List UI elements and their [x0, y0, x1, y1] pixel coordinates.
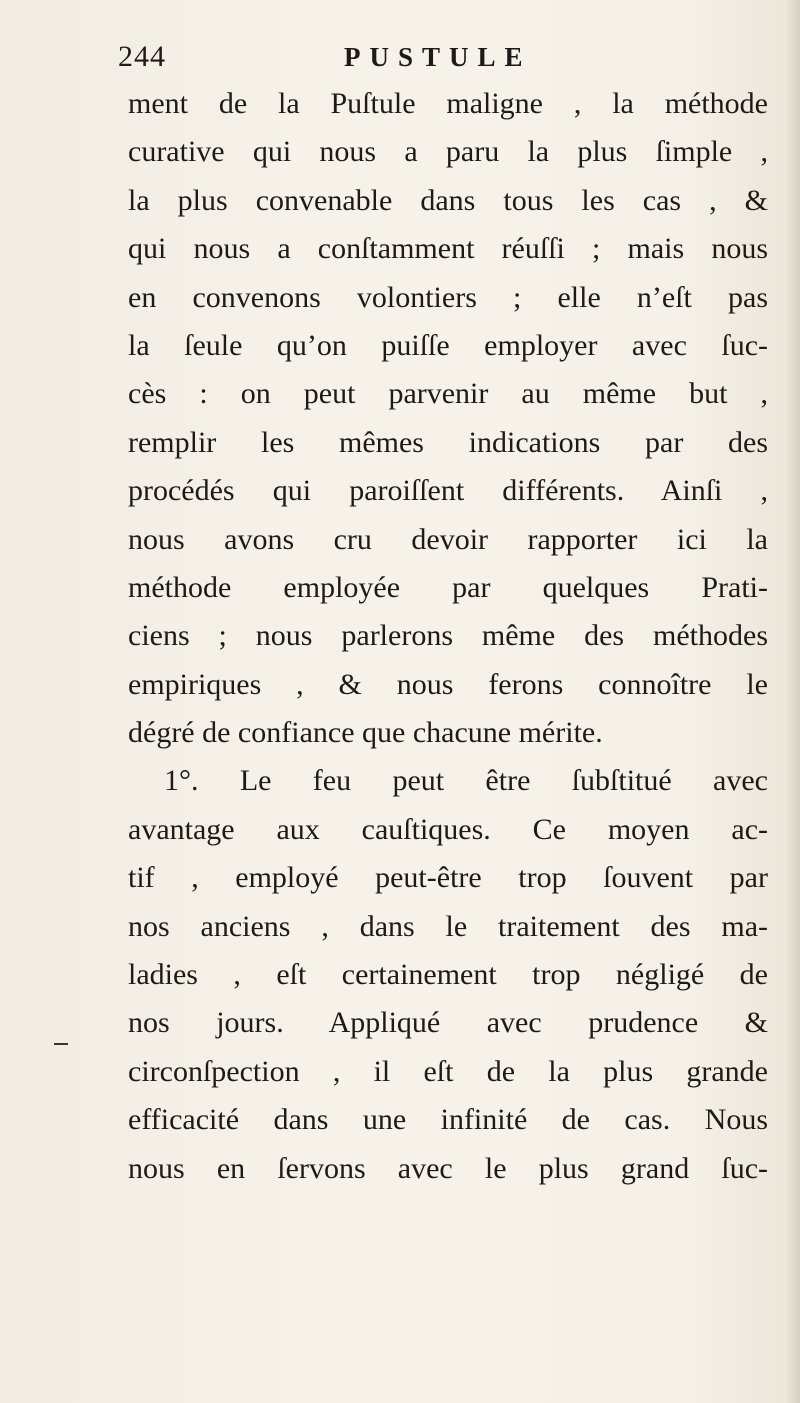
- text-line: ment de la Puſtule maligne , la méthode: [128, 87, 768, 120]
- text-line: ladies , eſt certainement trop négligé de: [128, 958, 768, 992]
- text-line: la ſeule qu’on puiſſe employer avec ſuc-: [128, 328, 768, 362]
- text-line: procédés qui paroiſſent différents. Ainſi ,: [128, 474, 768, 508]
- text-line: 1°. Le feu peut être ſubſtitué avec: [164, 764, 768, 798]
- text-line: tif , employé peut-être trop ſouvent par: [128, 861, 768, 895]
- text-line: nos jours. Appliqué avec prudence &: [128, 1006, 768, 1040]
- text-line: en convenons volontiers ; elle n’eſt pas: [128, 280, 768, 314]
- text-line: curative qui nous a paru la plus ſimple ,: [128, 135, 768, 169]
- page-number: 244: [118, 40, 166, 73]
- text-line: qui nous a conſtamment réuſſi ; mais nous: [128, 232, 768, 266]
- text-line: circonſpection , il eſt de la plus grande: [128, 1054, 768, 1088]
- text-line: nous avons cru devoir rapporter ici la: [128, 522, 768, 556]
- text-line: nos anciens , dans le traitement des ma-: [128, 909, 768, 943]
- running-title: PUSTULE: [344, 42, 532, 72]
- text-line: la plus convenable dans tous les cas , &: [128, 183, 768, 217]
- text-line: méthode employée par quelques Prati-: [128, 570, 768, 604]
- text-line: dégré de confiance que chacune mérite.: [128, 716, 603, 750]
- text-line: ciens ; nous parlerons même des méthodes: [128, 619, 768, 653]
- body-text: [128, 80, 768, 1193]
- text-line: nous en ſervons avec le plus grand ſuc-: [128, 1151, 768, 1185]
- text-line: cès : on peut parvenir au même but ,: [128, 377, 768, 411]
- text-line: efficacité dans une infinité de cas. Nous: [128, 1103, 768, 1137]
- text-line: remplir les mêmes indications par des: [128, 425, 768, 459]
- page-edge-shadow: [786, 0, 800, 1403]
- text-line: avantage aux cauſtiques. Ce moyen ac-: [128, 812, 768, 846]
- text-line: empiriques , & nous ferons connoître le: [128, 667, 768, 701]
- margin-mark: [54, 1043, 68, 1045]
